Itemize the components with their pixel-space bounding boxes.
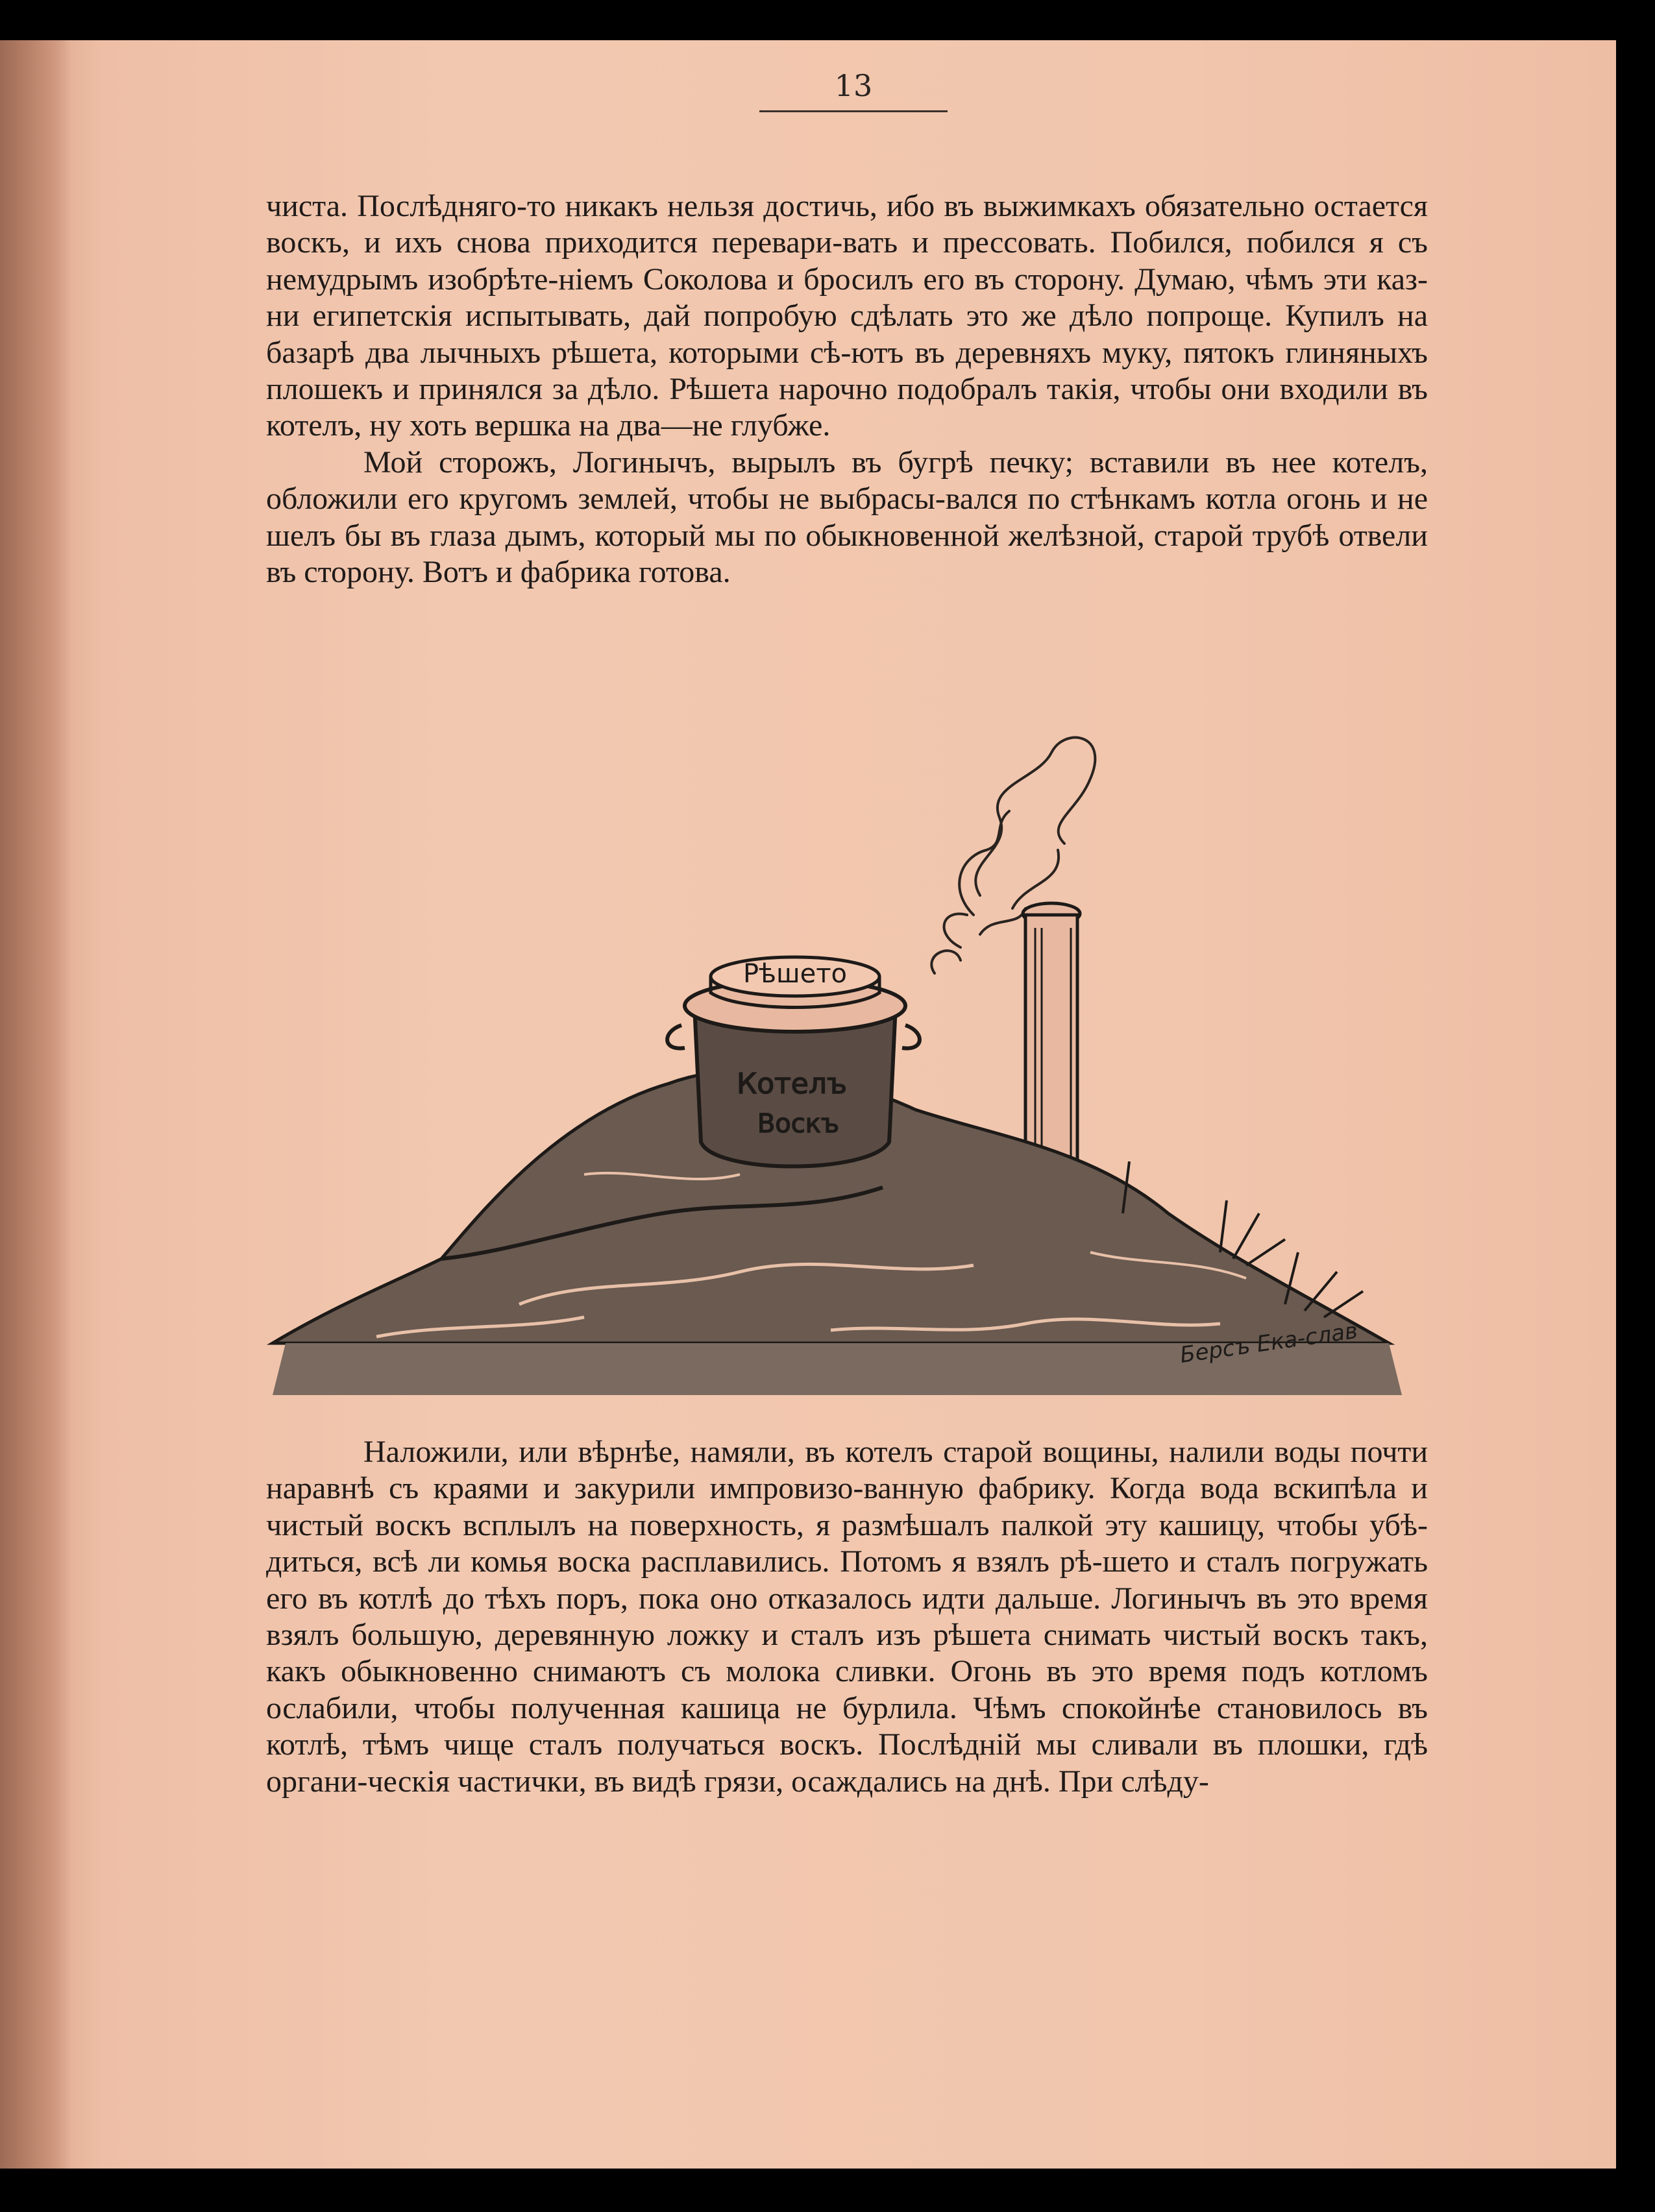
paragraph-1: чиста. Послѣдняго-то никакъ нельзя достичь, ибо въ выжимкахъ обязательно остается воскъ, и ихъ снова приходится перевари-вать и прессовать. Побился, побился я съ немудрымъ изобрѣте-ніемъ Соколова и бросилъ его въ сторону. Думаю, чѣмъ эти каз-ни египетскія испытывать, дай попробую сдѣлать это же дѣло попроще. Купилъ на базарѣ два лычныхъ рѣшета, которыми сѣ-ютъ въ деревняхъ муку, пятокъ глиняныхъ плошекъ и принялся за дѣло. Рѣшета нарочно подобралъ такія, чтобы они входили въ котелъ, ну хоть вершка на два—не глубже. bbox=[266, 189, 1428, 443]
body-text-top bbox=[266, 188, 1428, 590]
artist-signature: Берсъ Ека-слав bbox=[1178, 1317, 1360, 1368]
body-text-bottom bbox=[266, 1434, 1428, 1800]
sieve-label: Рѣшето bbox=[743, 959, 847, 989]
page-spine-shadow bbox=[0, 40, 71, 2169]
illustration-wax-kettle bbox=[247, 720, 1441, 1408]
paragraph-2: Мой сторожъ, Логинычъ, вырылъ въ бугрѣ печку; вставили въ нее котелъ, обложили его кругомъ землей, чтобы не выбрасы-вался по стѣнкамъ котла огонь и не шелъ бы въ глаза дымъ, который мы по обыкновенной желѣзной, старой трубѣ отвели въ сторону. Вотъ и фабрика готова. bbox=[266, 444, 1428, 590]
page-number: 13 bbox=[834, 68, 873, 103]
wax-label: Воскъ bbox=[757, 1109, 840, 1139]
kettle-label: Котелъ bbox=[736, 1067, 848, 1100]
paragraph-3: Наложили, или вѣрнѣе, намяли, въ котелъ старой вощины, налили воды почти наравнѣ съ краями и закурили импровизо-ванную фабрику. Когда вода вскипѣла и чистый воскъ всплылъ на поверхность, я размѣшалъ палкой эту кашицу, чтобы убѣ-диться, всѣ ли комья воска расплавились. Потомъ я взялъ рѣ-шето и сталъ погружать его въ котлѣ до тѣхъ поръ, пока оно отказалось идти дальше. Логинычъ въ это время взялъ большую, деревянную ложку и сталъ изъ рѣшета снимать чистый воскъ такъ, какъ обыкновенно снимаютъ съ молока сливки. Огонь въ это время подъ котломъ ослабили, чтобы полученная кашица не бурлила. Чѣмъ спокойнѣе становилось въ котлѣ, тѣмъ чище сталъ получаться воскъ. Послѣдній мы сливали въ плошки, гдѣ органи-ческія частички, въ видѣ грязи, осаждались на днѣ. При слѣду- bbox=[266, 1435, 1428, 1799]
header-rule bbox=[759, 110, 948, 112]
